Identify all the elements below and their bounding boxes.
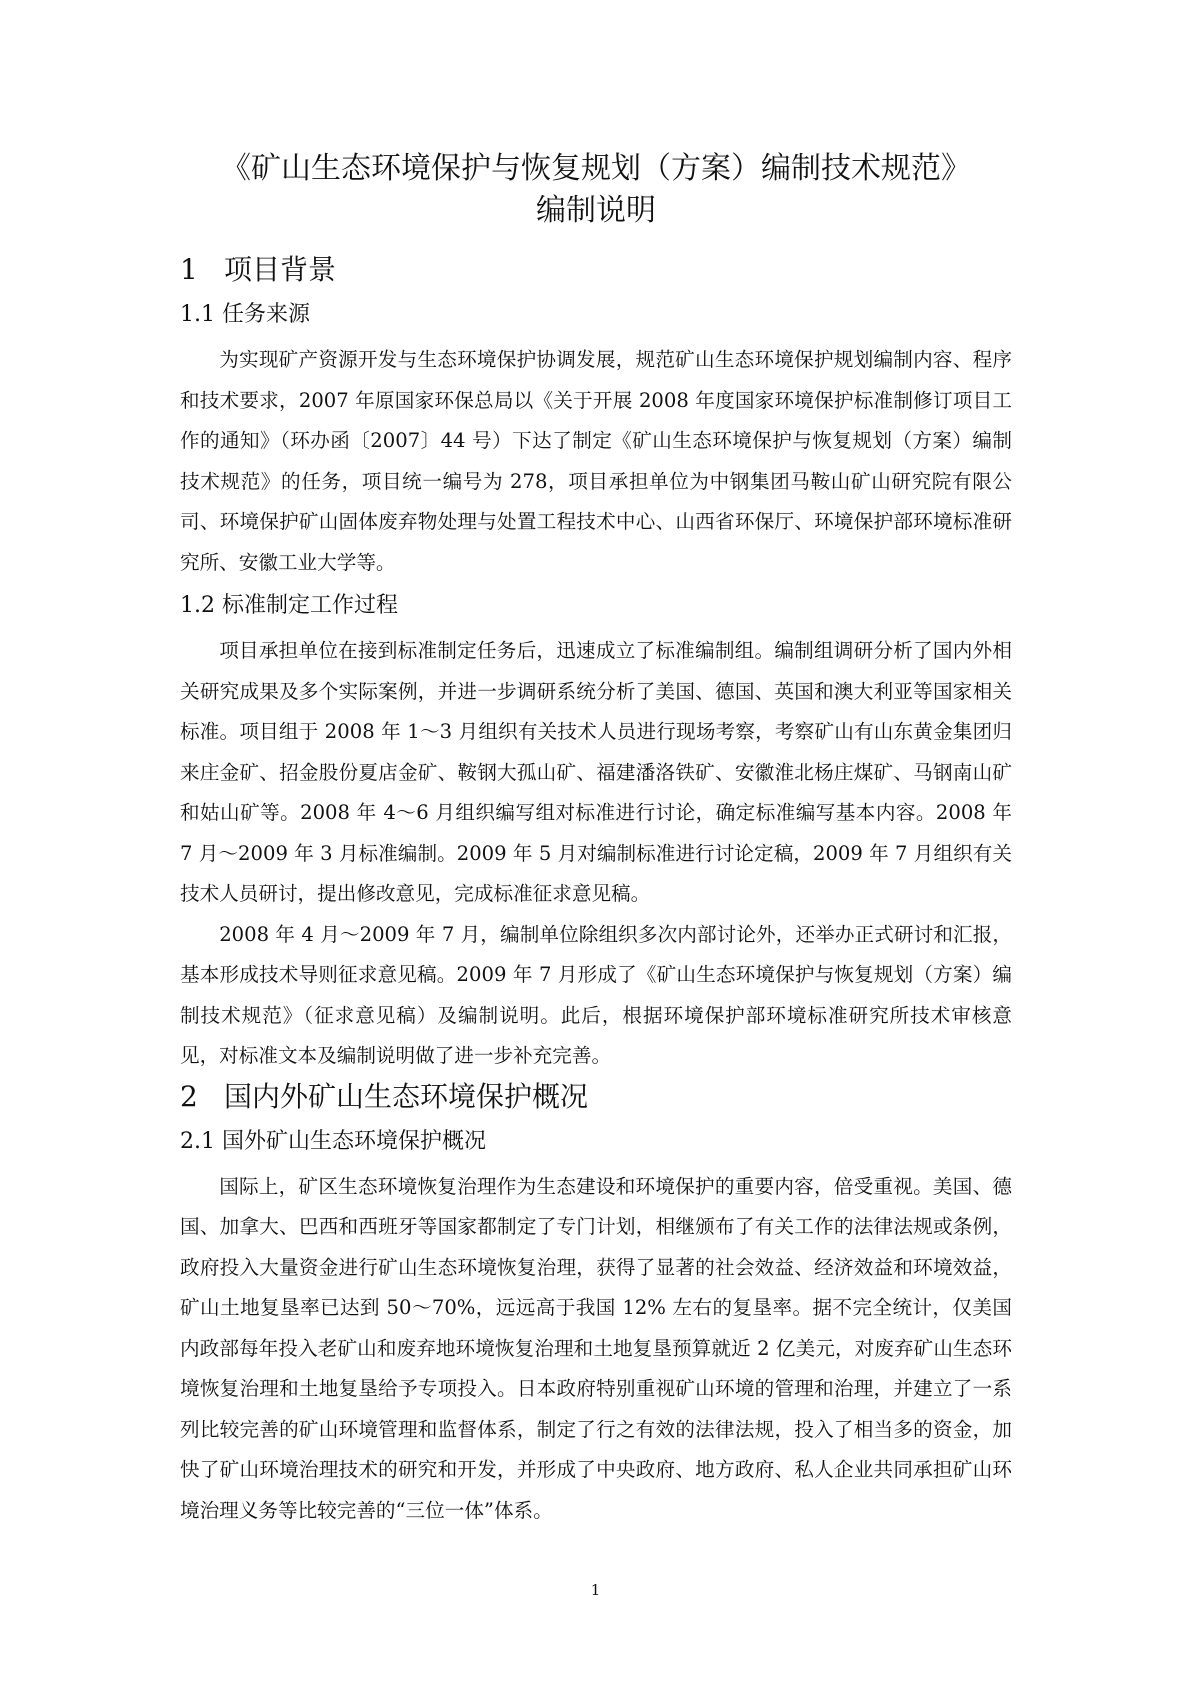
document-page xyxy=(180,148,1012,1531)
document-title-line-2: 编制说明 xyxy=(536,193,656,228)
paragraph: 2008 年 4 月～2009 年 7 月，编制单位除组织多次内部讨论外，还举办正式研讨和汇报，基本形成技术导则征求意见稿。2009 年 7 月形成了《矿山生态环境保护与恢复规划（方案）编制技术规范》（征求意见稿）及编制说明。此后，根据环境保护部环境标准研究所技术审核意见，对标准文本及编制说明做了进一步补充完善。 xyxy=(180,922,1012,1067)
paragraph: 为实现矿产资源开发与生态环境保护协调发展，规范矿山生态环境保护规划编制内容、程序和技术要求，2007 年原国家环保总局以《关于开展 2008 年度国家环境保护标准制修订项目工作的通知》（环办函〔2007〕44 号）下达了制定《矿山生态环境保护与恢复规划（方案）编制技术规范》的任务，项目统一编号为 278，项目承担单位为中钢集团马鞍山矿山研究院有限公司、环境保护矿山固体废弃物处理与处置工程技术中心、山西省环保厅、环境保护部环境标准研究所、安徽工业大学等。 xyxy=(180,348,1012,574)
section-number: 2 xyxy=(180,1079,198,1113)
section-heading-2 xyxy=(180,1077,1012,1117)
subsection-heading-1-2: 1.2 标准制定工作过程 xyxy=(180,593,398,618)
paragraph: 项目承担单位在接到标准制定任务后，迅速成立了标准编制组。编制组调研分析了国内外相关研究成果及多个实际案例，并进一步调研系统分析了美国、德国、英国和澳大利亚等国家相关标准。项目组于 2008 年 1～3 月组织有关技术人员进行现场考察，考察矿山有山东黄金集团归来庄金矿、招金股份夏店金矿、鞍钢大孤山矿、福建潘洛铁矿、安徽淮北杨庄煤矿、马钢南山矿和姑山矿等。2008 年 4～6 月组织编写组对标准进行讨论，确定标准编写基本内容。2008 年 7 月～2009 年 3 月标准编制。2009 年 5 月对编制标准进行讨论定稿，2009 年 7 月组织有关技术人员研讨，提出修改意见，完成标准征求意见稿。 xyxy=(180,639,1012,905)
section-heading-1 xyxy=(180,250,1012,290)
document-title xyxy=(180,148,1012,232)
page-number: 1 xyxy=(590,1581,601,1599)
section-title: 项目背景 xyxy=(224,253,337,286)
document-title-line-1: 《矿山生态环境保护与恢复规划（方案）编制技术规范》 xyxy=(221,151,971,186)
subsection-heading-2-1: 2.1 国外矿山生态环境保护概况 xyxy=(180,1128,486,1154)
paragraph: 国际上，矿区生态环境恢复治理作为生态建设和环境保护的重要内容，倍受重视。美国、德国、加拿大、巴西和西班牙等国家都制定了专门计划，相继颁布了有关工作的法律法规或条例，政府投入大量资金进行矿山生态环境恢复治理，获得了显著的社会效益、经济效益和环境效益，矿山土地复垦率已达到 50～70%，远远高于我国 12% 左右的复垦率。据不完全统计，仅美国内政部每年投入老矿山和废弃地环境恢复治理和土地复垦预算就近 2 亿美元，对废弃矿山生态环境恢复治理和土地复垦给予专项投入。日本政府特别重视矿山环境的管理和治理，并建立了一系列比较完善的矿山环境管理和监督体系，制定了行之有效的法律法规，投入了相当多的资金，加快了矿山环境治理技术的研究和开发，并形成了中央政府、地方政府、私人企业共同承担矿山环境治理义务等比较完善的“三位一体”体系。 xyxy=(180,1174,1012,1522)
section-number: 1 xyxy=(180,253,198,286)
subsection-heading-1-1: 1.1 任务来源 xyxy=(180,302,310,327)
section-title: 国内外矿山生态环境保护概况 xyxy=(224,1079,589,1113)
